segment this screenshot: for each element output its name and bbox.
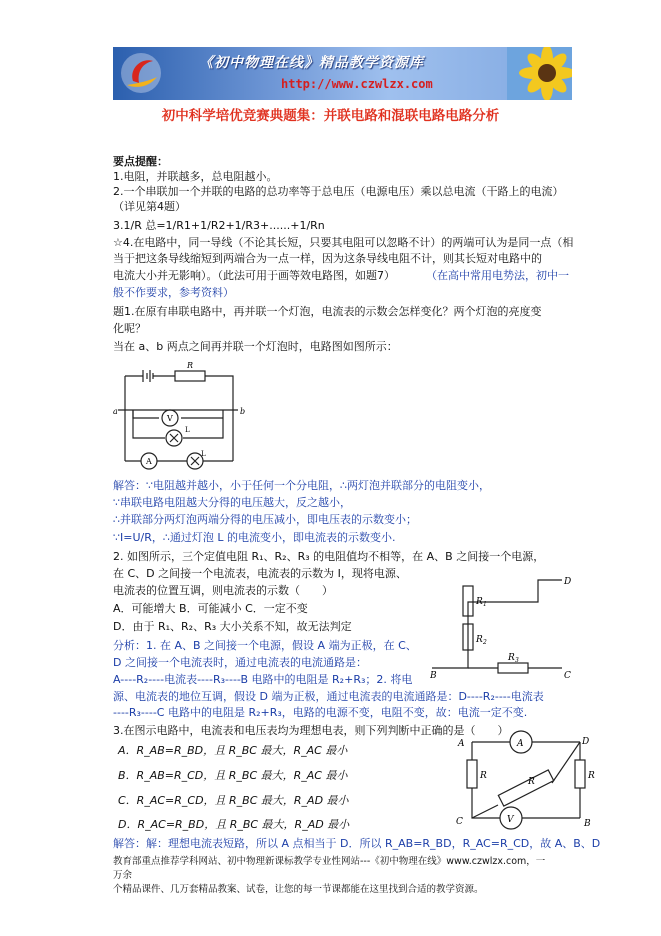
q2-analysis-3: A----R₂----电流表----R₃----B 电路中的电阻是 R₂+R₃；2. 将电	[113, 673, 413, 686]
point-1: 1.电阻，并联越多，总电阻越小。	[113, 170, 278, 183]
footer-line-1: 教育部重点推荐学科网站、初中物理新课标教学专业性网站---《初中物理在线》www.czwlzx.com，一万余	[113, 856, 546, 881]
q2-stem-2: 在 C、D 之间接一个电流表，电流表的示数为 I，现将电源、	[113, 567, 407, 580]
banner-url[interactable]: http://www.czwlzx.com	[281, 77, 433, 91]
c2-label-c: C	[564, 671, 571, 680]
c3-r-right-label: R	[588, 771, 595, 781]
c3-r-diag-label: R	[528, 777, 535, 787]
point-2-note: （详见第4题）	[113, 200, 186, 213]
q1-stem-2: 化呢？	[113, 322, 146, 335]
circuit-diagram-3	[452, 730, 604, 830]
c3-ammeter-label: A	[517, 739, 524, 749]
c2-label-b: B	[430, 671, 437, 680]
c1-label-b: b	[240, 407, 246, 416]
c2-r1-label: R	[476, 597, 483, 607]
point-4-line2: 当于把这条导线缩短到两端合为一点一样，因为这条导线电阻不计，则其长短对电路中的	[113, 252, 542, 265]
q1-answer-1: 解答：∵电阻越并越小，小于任何一个分电阻，∴两灯泡并联部分的电阻变小，	[113, 479, 490, 492]
q2-analysis-2: D 之间接一个电流表时，通过电流表的电流通路是：	[113, 656, 367, 669]
header-banner	[113, 47, 572, 100]
banner-title: 《初中物理在线》精品教学资源库	[199, 55, 424, 71]
q1-stem-1: 题1.在原有串联电路中，再并联一个灯泡，电流表的示数会怎样变化？两个灯泡的亮度变	[113, 305, 542, 318]
q3-option-a: A．R_AB=R_BD，且 R_BC 最大，R_AC 最小	[118, 744, 348, 757]
point-2: 2.一个串联加一个并联的电路的总功率等于总电压（电源电压）乘以总电流（干路上的电流）	[113, 185, 564, 198]
q1-stem-3: 当在 a、b 两点之间再并联一个灯泡时，电路图如图所示：	[113, 340, 398, 353]
circuit-diagram-1	[113, 358, 248, 473]
q1-answer-2: ∵串联电路电阻越大分得的电压越大，反之越小，	[113, 496, 351, 509]
q3-option-c: C．R_AC=R_CD，且 R_BC 最大，R_AD 最小	[118, 794, 349, 807]
point-3: 3.1/R 总=1/R1+1/R2+1/R3+......+1/Rn	[113, 219, 325, 232]
q3-option-d: D．R_AC=R_BD，且 R_BC 最大，R_AD 最小	[118, 818, 350, 831]
footer-line-2: 个精品课件、几万套精品教案、试卷，让您的每一节课都能在这里找到合适的教学资源。	[113, 884, 484, 895]
c3-label-a: A	[458, 739, 465, 749]
site-logo	[119, 51, 163, 95]
point-4-note-cont: 般不作要求，参考资料）	[113, 286, 234, 299]
q2-option-abc: A．可能增大 B．可能减小 C．一定不变	[113, 602, 308, 615]
c1-label-a: a	[113, 407, 118, 416]
circuit-diagram-2	[430, 572, 575, 680]
c2-r1-sub: 1	[483, 601, 487, 608]
q2-stem-3: 电流表的位置互调，则电流表的示数（ ）	[113, 584, 333, 597]
point-4-note: （在高中常用电势法，初中一	[426, 269, 569, 282]
q2-stem-1: 2. 如图所示，三个定值电阻 R₁、R₂、R₃ 的电阻值均不相等，在 A、B 之间接一个电源，	[113, 550, 545, 563]
q2-analysis-4: 源、电流表的地位互调，假设 D 端为正极，通过电流表的电流通路是：D----R₂----电流表	[113, 690, 544, 703]
c1-voltmeter-label: V	[167, 414, 173, 423]
c3-label-b: B	[584, 819, 591, 829]
q2-option-d: D．由于 R₁、R₂、R₃ 大小关系不知，故无法判定	[113, 620, 352, 633]
q1-answer-4: ∵I=U/R，∴通过灯泡 L 的电流变小，即电流表的示数变小.	[113, 531, 396, 544]
c2-r2-label: R	[476, 635, 483, 645]
c2-r3-label: R	[508, 653, 515, 663]
footer-note	[113, 855, 553, 897]
c1-lamp-2-label: L	[201, 450, 206, 458]
c2-label-d: D	[564, 577, 572, 587]
point-4-line3: 电流大小并无影响）。（此法可用于画等效电路图，如题7）	[113, 269, 395, 282]
q3-option-b: B．R_AB=R_CD，且 R_BC 最大，R_AC 最小	[118, 769, 348, 782]
c2-r2-sub: 2	[483, 639, 487, 646]
c3-label-c: C	[456, 817, 463, 827]
q3-stem: 3.在图示电路中，电流表和电压表均为理想电表，则下列判断中正确的是（ ）	[113, 724, 509, 737]
c2-r3-sub: 3	[515, 657, 519, 664]
section-heading: 要点提醒：	[113, 155, 168, 168]
c1-ammeter-label: A	[146, 457, 152, 466]
q2-analysis-1: 分析：1. 在 A、B 之间接一个电源，假设 A 端为正极，在 C、	[113, 639, 417, 652]
page-title: 初中科学培优竞赛典题集：并联电路和混联电路电路分析	[161, 108, 500, 124]
c3-voltmeter-label: V	[507, 815, 514, 825]
q1-answer-3: ∴并联部分两灯泡两端分得的电压减小，即电压表的示数变小；	[113, 513, 417, 526]
c3-label-d: D	[582, 737, 590, 747]
q3-answer: 解答：解：理想电流表短路，所以 A 点相当于 D．所以 R_AB=R_BD，R_AC=R_CD，故 A、B、D	[113, 837, 601, 850]
c1-label-r: R	[187, 361, 194, 370]
sunflower-image	[507, 47, 572, 100]
c3-r-left-label: R	[480, 771, 487, 781]
q2-analysis-5: ----R₃----C 电路中的电阻是 R₂+R₃，电路的电源不变，电阻不变，故：电流一定不变.	[113, 706, 528, 719]
c1-lamp-1-label: L	[185, 426, 190, 434]
point-4-line1: ☆4.在电路中，同一导线（不论其长短，只要其电阻可以忽略不计）的两端可认为是同一点（相	[113, 236, 574, 249]
